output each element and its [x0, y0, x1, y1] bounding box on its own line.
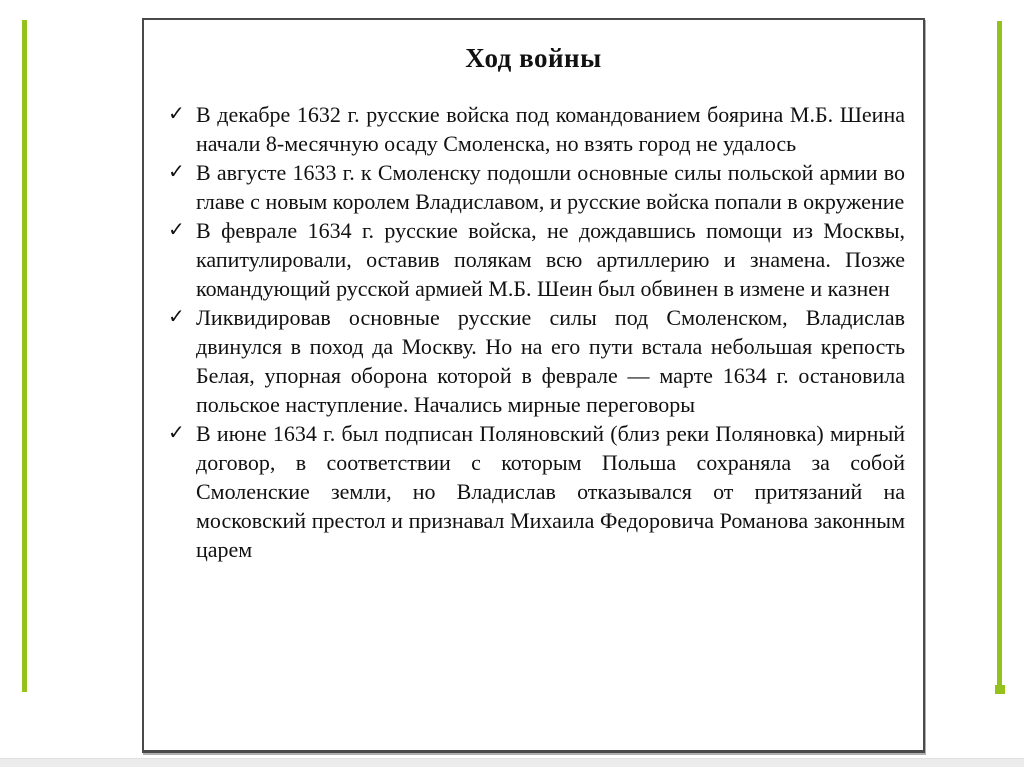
checkmark-bullet-icon: ✓: [168, 103, 185, 125]
bullet-text-4: Ликвидировав основные русские силы под Смоленском, Владислав двинулся в поход да Москву. Но на его пути встала небольшая крепость Белая, упорная оборона которой в феврале — марте 1634 г. остановила польское наступление. Начались мирные переговоры: [196, 305, 905, 417]
bullet-text-3: В феврале 1634 г. русские войска, не дождавшись помощи из Москвы, капитулировали, оставив полякам всю артиллерию и знамена. Позже командующий русской армией М.Б. Шеин был обвинен в измене и казнен: [196, 218, 905, 301]
bottom-strip: [0, 758, 1024, 767]
bullet-item-4: [168, 303, 905, 419]
bullet-text-2: В августе 1633 г. к Смоленску подошли основные силы польской армии во главе с новым королем Владиславом, и русские войска попали в окружение: [196, 160, 905, 214]
bullet-list: [144, 100, 923, 564]
checkmark-bullet-icon: ✓: [168, 422, 185, 444]
bullet-item-1: [168, 100, 905, 158]
bullet-item-2: [168, 158, 905, 216]
right-accent-bar: [997, 21, 1002, 685]
bullet-item-5: [168, 419, 905, 564]
checkmark-bullet-icon: ✓: [168, 306, 185, 328]
checkmark-bullet-icon: ✓: [168, 219, 185, 241]
bullet-item-3: [168, 216, 905, 303]
bullet-text-1: В декабре 1632 г. русские войска под командованием боярина М.Б. Шеина начали 8-месячную осаду Смоленска, но взять город не удалось: [196, 102, 905, 156]
slide-title: Ход войны: [465, 43, 602, 73]
bullet-text-5: В июне 1634 г. был подписан Поляновский (близ реки Поляновка) мирный договор, в соответствии с которым Польша сохраняла за собой Смоленские земли, но Владислав отказывался от притязаний на московский престол и признавал Михаила Федоровича Романова законным царем: [196, 421, 905, 562]
left-accent-bar: [22, 20, 27, 692]
checkmark-bullet-icon: ✓: [168, 161, 185, 183]
content-box: [142, 18, 925, 753]
right-accent-bar-cap: [995, 685, 1005, 694]
